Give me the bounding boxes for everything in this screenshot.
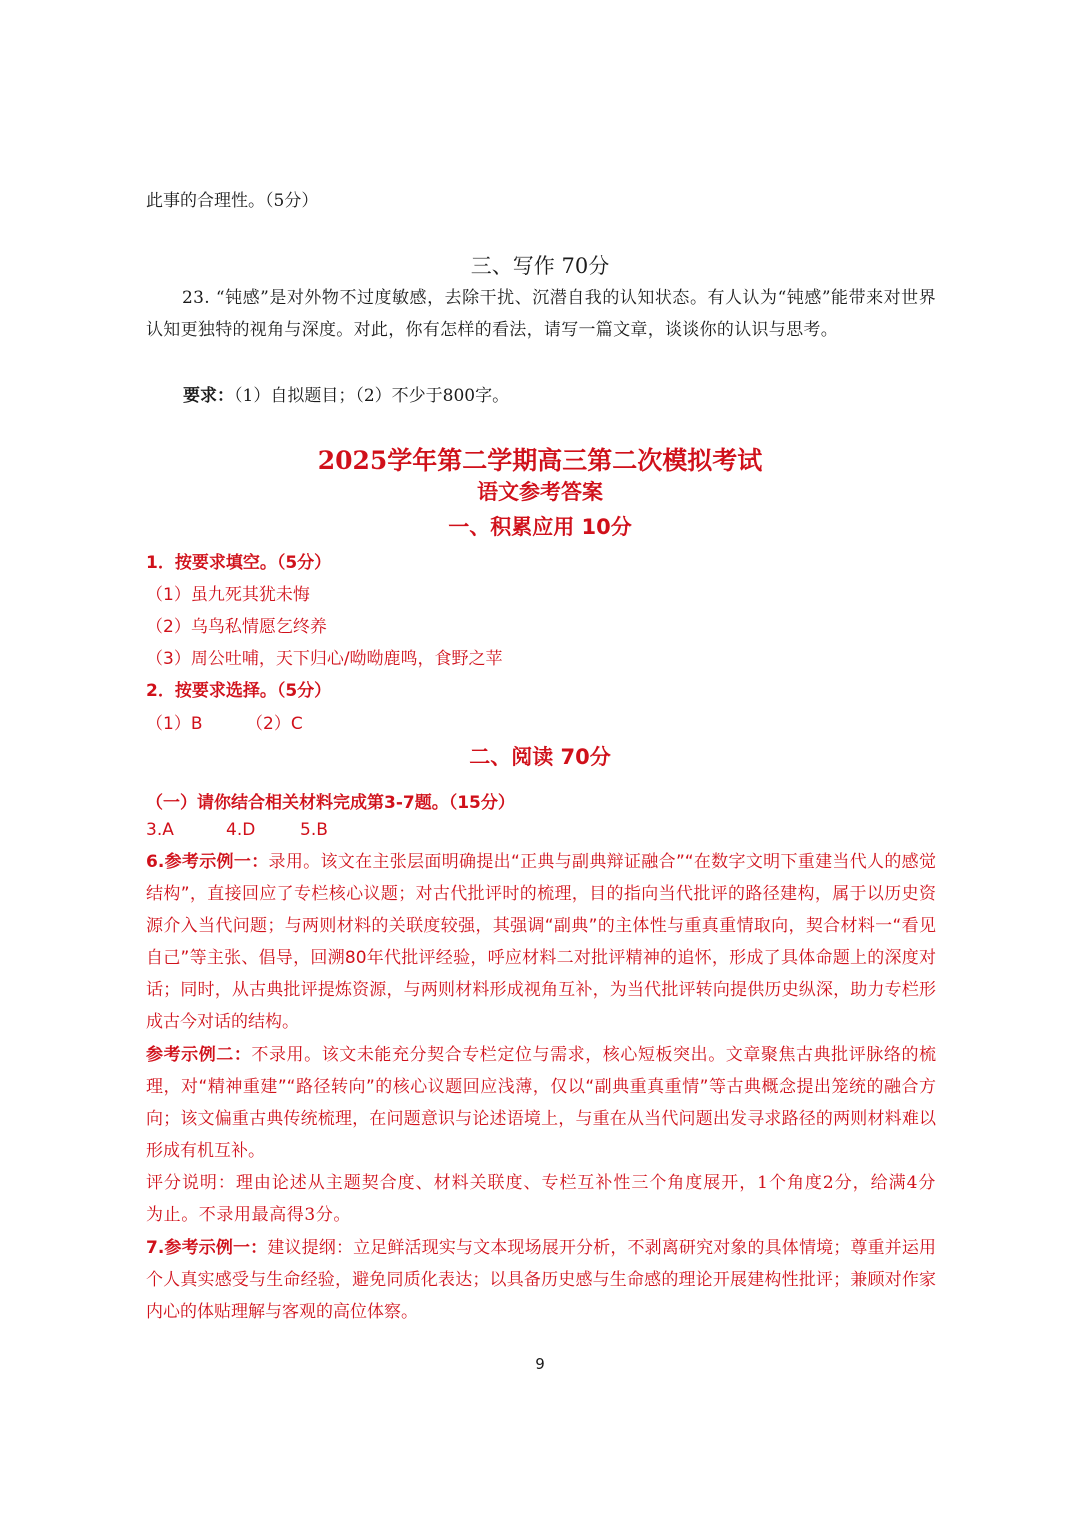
page-number: 9 bbox=[535, 1355, 545, 1373]
requirement-label: 要求： bbox=[183, 386, 234, 406]
answer-key-subtitle: 语文参考答案 bbox=[477, 480, 603, 504]
q6-example-1-text: 录用。该文在主张层面明确提出“正典与副典辩证融合”“在数字文明下重建当代人的感觉结构”，直接回应了专栏核心议题；对古代批评时的梳理，目的指向当代批评的路径建构，属于以历史资源介入当代问题；与两则材料的关联度较强，其强调“副典”的主体性与重真重情取向，契合材料一“看见自己”等主张、倡导，回溯80年代批评经验，呼应材料二对批评精神的追怀，形成了具体命题上的深度对话；同时，从古典批评提炼资源，与两则材料形成视角互补，为当代批评转向提供历史纵深，助力专栏形成古今对话的结构。 bbox=[146, 852, 936, 1032]
requirement-text: （1）自拟题目；（2）不少于800字。 bbox=[234, 386, 510, 406]
answer-3: 3.A bbox=[146, 820, 174, 840]
q2-answer-1: （1）B bbox=[146, 714, 203, 734]
q2-label: 2．按要求选择。（5分） bbox=[146, 681, 332, 701]
section1-heading: 一、积累应用 10分 bbox=[448, 515, 632, 539]
q1-answer-3: （3）周公吐哺，天下归心/呦呦鹿鸣，食野之苹 bbox=[146, 649, 503, 669]
writing-heading: 三、写作 70分 bbox=[470, 254, 610, 278]
q6-example-1-label: 6.参考示例一： bbox=[146, 852, 269, 872]
carryover-line: 此事的合理性。（5分） bbox=[146, 191, 319, 211]
requirement-line bbox=[183, 381, 509, 406]
q7-example-1-label: 7.参考示例一： bbox=[146, 1238, 268, 1258]
q6-scoring-note: 评分说明：理由论述从主题契合度、材料关联度、专栏互补性三个角度展开，1个角度2分，给满4分为止。不录用最高得3分。 bbox=[146, 1173, 936, 1225]
q6-example-2 bbox=[146, 1039, 936, 1167]
q7-example-1 bbox=[146, 1232, 936, 1328]
q6-example-2-label: 参考示例二： bbox=[146, 1045, 252, 1065]
q2-answer-2: （2）C bbox=[246, 714, 303, 734]
answer-5: 5.B bbox=[300, 820, 328, 840]
part1-label: （一）请你结合相关材料完成第3-7题。（15分） bbox=[146, 793, 515, 813]
q7-example-1-text: 建议提纲：立足鲜活现实与文本现场展开分析，不剥离研究对象的具体情境；尊重并运用个人真实感受与生命经验，避免同质化表达；以具备历史感与生命感的理论开展建构性批评；兼顾对作家内心的体贴理解与客观的高位体察。 bbox=[146, 1238, 937, 1322]
q1-answer-1: （1）虽九死其犹未悔 bbox=[146, 585, 310, 605]
answer-4: 4.D bbox=[226, 820, 256, 840]
answer-key-title: 2025学年第二学期高三第二次模拟考试 bbox=[317, 446, 763, 475]
q6-example-1 bbox=[146, 846, 936, 1038]
section2-heading: 二、阅读 70分 bbox=[469, 745, 611, 769]
q1-answer-2: （2）乌鸟私情愿乞终养 bbox=[146, 617, 327, 637]
question-23: 23. “钝感”是对外物不过度敏感，去除干扰、沉潜自我的认知状态。有人认为“钝感”能带来对世界认知更独特的视角与深度。对此，你有怎样的看法，请写一篇文章，谈谈你的认识与思考。 bbox=[146, 288, 936, 340]
q6-example-2-text: 不录用。该文未能充分契合专栏定位与需求，核心短板突出。文章聚焦古典批评脉络的梳理，对“精神重建”“路径转向”的核心议题回应浅薄，仅以“副典重真重情”等古典概念提出笼统的融合方向；该文偏重古典传统梳理，在问题意识与论述语境上，与重在从当代问题出发寻求路径的两则材料难以形成有机互补。 bbox=[146, 1045, 937, 1161]
q1-label: 1．按要求填空。（5分） bbox=[146, 553, 332, 573]
